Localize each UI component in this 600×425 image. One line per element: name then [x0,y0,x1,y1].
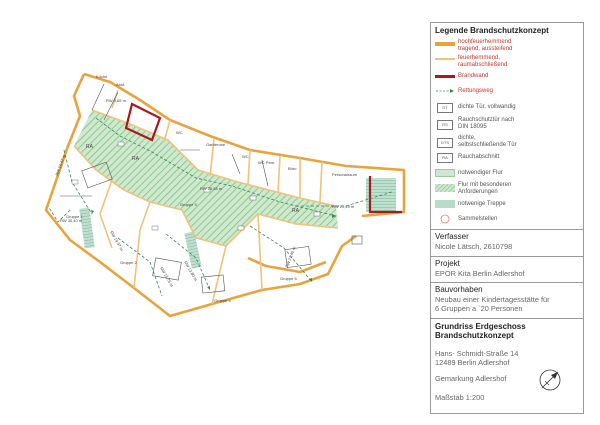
room-label-kueche: Küche [96,74,108,79]
ra-label-2: RA [292,208,299,214]
legend-swatch-treppe [435,200,455,208]
legend-label: Rettungsweg [458,88,494,94]
room-label-wc-c: WC Pers. [258,160,276,165]
room-label-wc-b: WC [242,154,249,159]
distance-label-9: RW 19,97 m [109,230,125,252]
legend-label: hochfeuerhemmend tragend, aussteifend [458,39,513,52]
assembly-point-icon [435,214,455,224]
distance-label-7: RW 15,75 m [159,266,175,288]
north-arrow-icon [537,367,563,393]
legend-swatch-light-orange [435,58,455,60]
room-label-gruppe2: Gruppe 2 [120,260,137,265]
door-badge-dt: DT [437,103,453,113]
legend-swatch-red [435,75,455,78]
projekt-title: Projekt [435,259,460,268]
legend-label: notwenige Treppe [458,201,506,207]
distance-label-8: RW 21,45 m [284,245,297,269]
legend-label: Rauchschutztür nach DIN 18095 [458,117,515,130]
room-label-gruppe1: Gruppe 1 [66,214,83,219]
title-block [430,22,584,414]
legend-swatch-hatch [435,184,455,194]
distance-label-6: RW 13,80 m [183,260,199,282]
room-label-wc-a: WC [176,130,183,135]
verfasser-value: Nicole Lätsch, 2610798 [435,242,513,251]
ra-label-1: RA [86,144,93,150]
verfasser-title: Verfasser [435,232,469,241]
room-label-personal: Personalraum [332,172,357,177]
room-label-buero: Büro [288,166,297,171]
distance-label-2: RW 14,47 m [54,153,67,177]
room-label-gruppe5: Gruppe 5 [280,276,297,281]
distance-label-5: RW 21,49 m [332,204,355,209]
door-badge-rs: RS [437,120,453,130]
bauvorhaben-title: Bauvorhaben [435,285,483,294]
projekt-value: EPOR Kita Berlin Adlershof [435,269,525,278]
bauvorhaben-value: Neubau einer Kindertagesstätte für 6 Gruppen a `20 Personen [435,295,550,313]
address: Hans- Schmidt-Straße 14 12489 Berlin Adlershof [435,349,519,367]
divider [431,256,583,257]
legend-label: Sammelstellen [458,216,498,222]
legend-swatch-flur [435,169,455,177]
legend-swatch-orange [435,42,455,46]
legend-label: Brandwand [458,73,489,79]
room-label-garderobe: Garderobe [206,142,226,147]
massstab: Maßstab 1:200 [435,393,485,402]
legend-label: dichte Tür, vollwandig [458,104,516,110]
legend-label: Flur mit besonderen Anforderungen [458,182,512,195]
plan-title: Grundriss Erdgeschoss Brandschutzkonzept [435,322,526,340]
distance-label-3: RW 30,40 m [60,218,83,223]
arrow-dashed-icon [435,87,455,97]
divider [431,318,583,319]
door-badge-ra: RA [437,153,453,163]
divider [431,229,583,230]
room-label-gruppe3: Gruppe 3 [180,202,197,207]
legend-label: Rauchabschnitt [458,154,500,160]
legend-label: feuerhemmend, raumabschließend [458,55,508,68]
door-badge-dts: DTS [437,138,453,148]
room-label-abstell: Abst. [116,82,126,87]
ra-label-3: RA [132,156,139,162]
gemarkung: Gemarkung Adlershof [435,374,507,383]
room-label-gruppe4: Gruppe 4 [214,298,231,303]
legend-label: dichte, selbstschließende Tür [458,135,517,148]
legend-label: notwendiger Flur [458,170,503,176]
distance-label-4: RW 25,58 m [200,186,223,191]
divider [431,282,583,283]
distance-label-1: RW 9,65 m [106,98,126,103]
legend-title: Legende Brandschutzkonzept [435,26,549,35]
